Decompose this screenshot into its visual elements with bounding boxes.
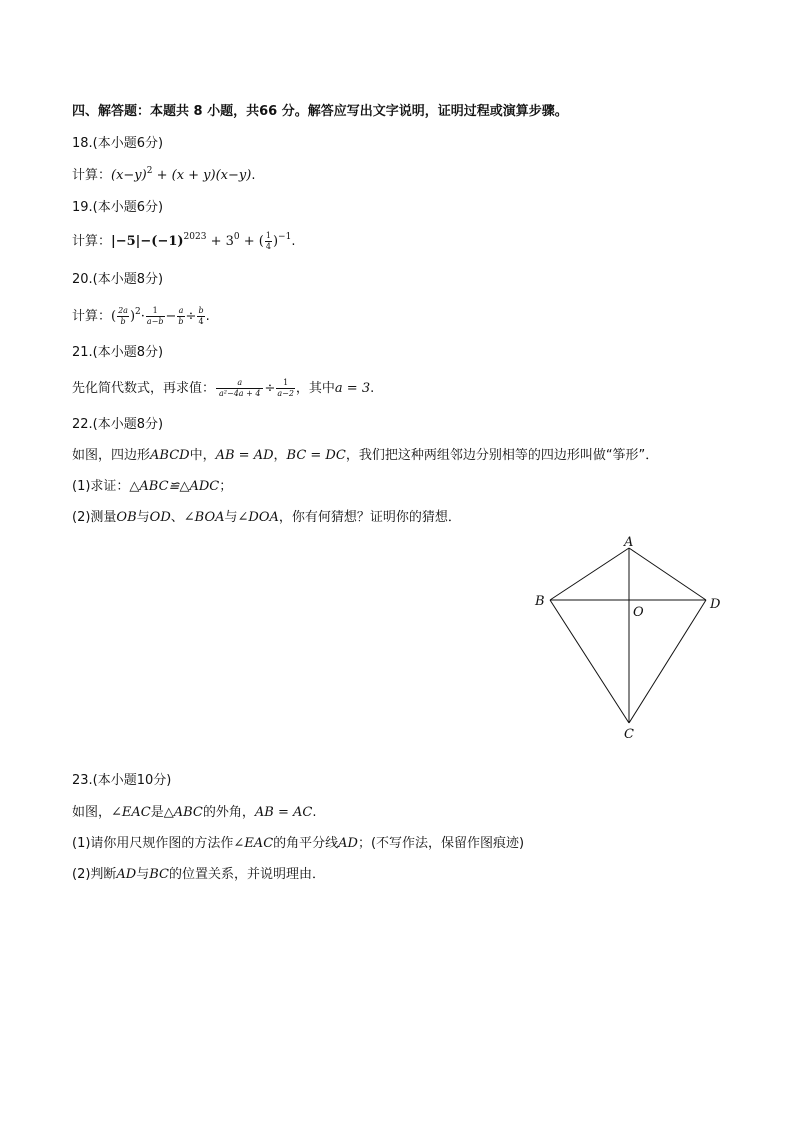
q21-fraction-2: $\frac{1}{a-2}$ bbox=[277, 378, 294, 398]
q19-expression: 计算：$|-5|-(-1)^{2023} + 3^0$ + ( $\frac{1}{4}$ )$^{-1}$. bbox=[72, 231, 296, 251]
q21-fraction-1: $\frac{a}{\text{a²−4a + 4}}$ bbox=[216, 378, 263, 399]
segment-ad bbox=[629, 548, 706, 600]
q19-header: 19.(本小题6分) bbox=[72, 200, 164, 215]
label-a: A bbox=[624, 535, 634, 550]
q20-fraction-3: $\frac{a}{b}$ bbox=[178, 306, 184, 326]
segment-bc bbox=[550, 600, 629, 723]
q23-header: 23.(本小题10分) bbox=[72, 773, 172, 788]
label-o: O bbox=[633, 605, 644, 620]
label-d: D bbox=[710, 597, 721, 612]
q23-stem: 如图，∠EAC是△ABC的外角，AB = AC. bbox=[72, 805, 317, 820]
segment-ab bbox=[550, 548, 629, 600]
q21-header: 21.(本小题8分) bbox=[72, 345, 164, 360]
q20-prefix: 计算： bbox=[72, 309, 112, 324]
q19-prefix: 计算： bbox=[72, 234, 112, 249]
q22-part-2: (2)测量OB与OD、∠BOA与∠DOA，你有何猜想？证明你的猜想． bbox=[72, 510, 461, 525]
q19-fraction: $\frac{1}{4}$ bbox=[265, 231, 271, 251]
q21-expression: 先化简代数式，再求值： $\frac{a}{\text{a²−4a + 4}}$ ÷ $\frac{1}{a-2}$ ，其中a = 3. bbox=[72, 378, 375, 398]
kite-figure bbox=[520, 530, 750, 745]
q23-part-2: (2)判断AD与BC的位置关系，并说明理由． bbox=[72, 867, 326, 882]
q20-fraction-1: $\frac{2a}{b}$ bbox=[118, 306, 128, 326]
q20-fraction-2: $\frac{1}{a-b}$ bbox=[146, 306, 164, 326]
label-b: B bbox=[535, 594, 545, 609]
q23-part-1: (1)请你用尺规作图的方法作∠EAC的角平分线AD；(不写作法，保留作图痕迹) bbox=[72, 836, 525, 851]
q20-fraction-4: $\frac{b}{4}$ bbox=[198, 306, 204, 326]
q22-part-1: (1)求证：△ABC≌△ADC； bbox=[72, 479, 233, 494]
q22-stem: 如图，四边形ABCD中，AB = AD，BC = DC，我们把这种两组邻边分别相等的四边形叫做“筝形”． bbox=[72, 448, 659, 463]
q22-header: 22.(本小题8分) bbox=[72, 417, 164, 432]
q18-expression: 计算：$(x-y)^2 + (x + y)(x-y)$. bbox=[72, 166, 256, 183]
q18-prefix: 计算： bbox=[72, 168, 112, 183]
q18-header: 18.(本小题6分) bbox=[72, 136, 164, 151]
q20-header: 20.(本小题8分) bbox=[72, 272, 164, 287]
q20-expression: 计算：( $\frac{2a}{b}$ )$^2$· $\frac{1}{a-b}$ − $\frac{a}{b}$ ÷ $\frac{b}{4}$ . bbox=[72, 306, 210, 326]
label-c: C bbox=[624, 727, 634, 742]
q21-prefix: 先化简代数式，再求值： bbox=[72, 381, 216, 396]
section-heading: 四、解答题：本题共 8 小题，共66 分。解答应写出文字说明，证明过程或演算步骤。 bbox=[72, 104, 568, 119]
